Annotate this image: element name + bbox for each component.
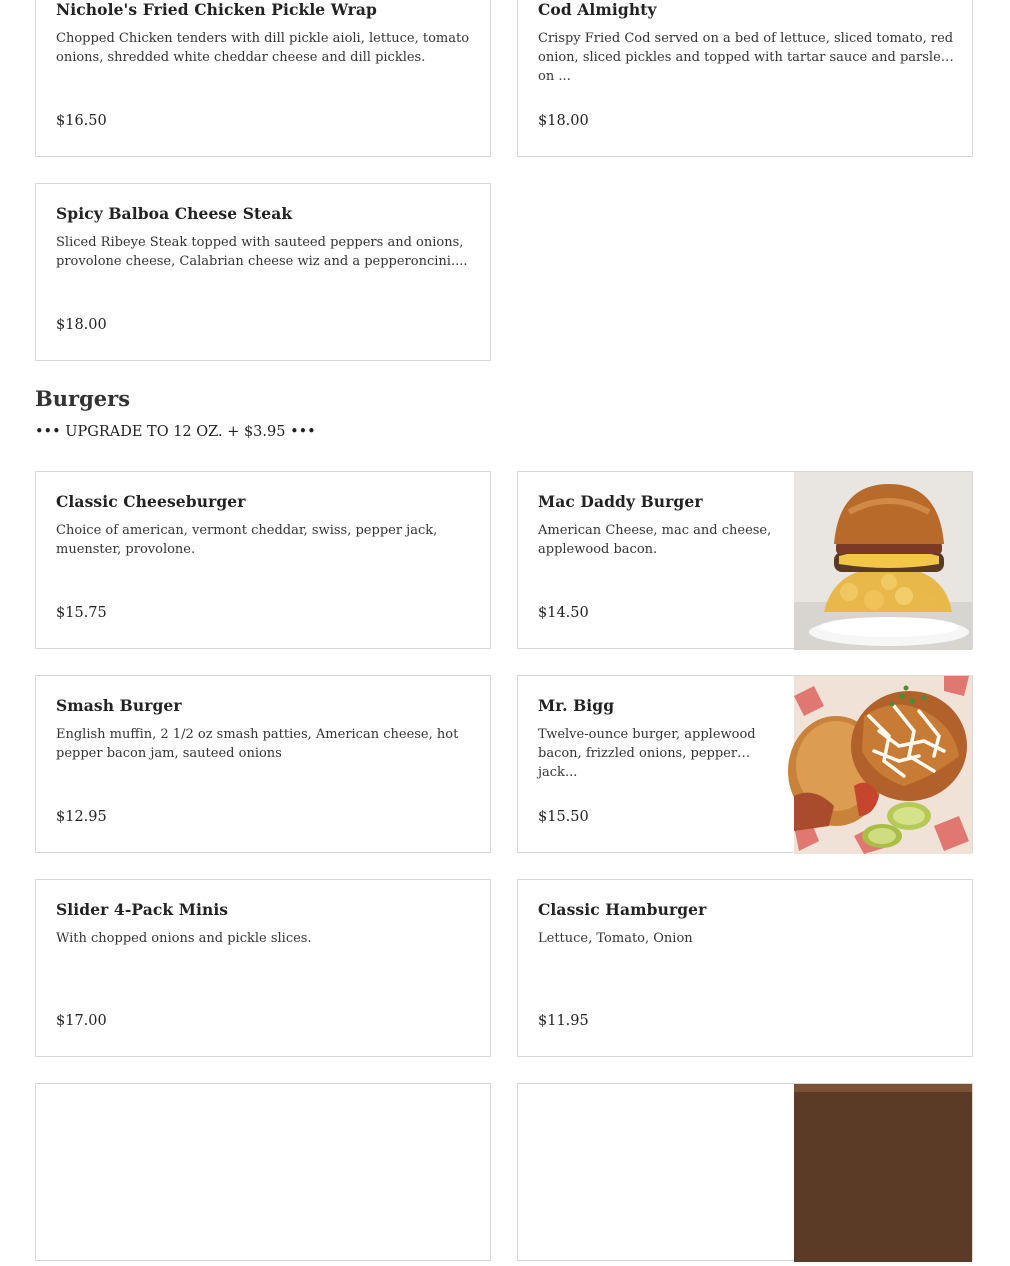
menu-item-card[interactable] bbox=[517, 675, 973, 853]
menu-item-photo[interactable] bbox=[794, 676, 972, 854]
menu-item-text bbox=[538, 900, 954, 1056]
menu-item-description: With chopped onions and pickle slices. bbox=[56, 931, 312, 946]
menu-item-price: $12.95 bbox=[56, 809, 107, 825]
menu-item-name: Slider 4-Pack Minis bbox=[56, 900, 229, 919]
section-subtitle: ••• UPGRADE TO 12 OZ. + $3.95 ••• bbox=[35, 424, 316, 440]
menu-item-card[interactable] bbox=[517, 879, 973, 1057]
menu-item-photo[interactable] bbox=[794, 472, 972, 650]
menu-item-price: $18.00 bbox=[538, 113, 589, 129]
menu-item-name: Smash Burger bbox=[56, 696, 182, 715]
menu-item-text bbox=[56, 0, 472, 156]
menu-item-price: $14.50 bbox=[538, 605, 589, 621]
menu-item-description: Twelve-ounce burger, applewood bacon, frizzled onions, pepper jack... bbox=[538, 727, 756, 780]
menu-item-text bbox=[56, 696, 472, 852]
section-title: Burgers bbox=[35, 386, 131, 411]
menu-item-card[interactable] bbox=[35, 675, 491, 853]
menu-item-price: $17.00 bbox=[56, 1013, 107, 1029]
menu-item-text bbox=[56, 204, 472, 360]
menu-item-text bbox=[538, 492, 776, 648]
menu-item-name: Mr. Bigg bbox=[538, 696, 615, 715]
menu-item-price: $11.95 bbox=[538, 1013, 589, 1029]
menu-item-text bbox=[56, 900, 472, 1056]
burger-photo bbox=[794, 1084, 972, 1262]
menu-item-name: Nichole's Fried Chicken Pickle Wrap bbox=[56, 0, 377, 19]
menu-item-price: $16.50 bbox=[56, 113, 107, 129]
menu-item-price: $15.50 bbox=[538, 809, 589, 825]
menu-item-description: Sliced Ribeye Steak topped with sauteed peppers and onions, provolone cheese, Calabrian cheese wiz and a pepperoncini.... bbox=[56, 235, 468, 269]
mac-daddy-burger-photo bbox=[794, 472, 972, 650]
menu-item-card[interactable] bbox=[517, 1083, 973, 1261]
menu-item-card[interactable] bbox=[35, 183, 491, 361]
menu-item-text bbox=[538, 0, 954, 156]
menu-item-price: $18.00 bbox=[56, 317, 107, 333]
menu-item-description: American Cheese, mac and cheese, applewood bacon. bbox=[538, 523, 772, 557]
menu-item-card[interactable] bbox=[517, 0, 973, 157]
menu-item-name: Mac Daddy Burger bbox=[538, 492, 703, 511]
menu-item-name: Cod Almighty bbox=[538, 0, 657, 19]
menu-item-name: Classic Cheeseburger bbox=[56, 492, 246, 511]
menu-item-name: Spicy Balboa Cheese Steak bbox=[56, 204, 293, 223]
menu-item-photo[interactable] bbox=[794, 1084, 972, 1262]
menu-item-card[interactable] bbox=[35, 1083, 491, 1261]
menu-item-card[interactable] bbox=[517, 471, 973, 649]
menu-item-card[interactable] bbox=[35, 879, 491, 1057]
menu-item-card[interactable] bbox=[35, 0, 491, 157]
menu-item-text bbox=[538, 696, 776, 852]
menu-item-card[interactable] bbox=[35, 471, 491, 649]
menu-item-price: $15.75 bbox=[56, 605, 107, 621]
mr-bigg-burger-photo bbox=[794, 676, 972, 854]
menu-item-name: Classic Hamburger bbox=[538, 900, 707, 919]
menu-item-description: Crispy Fried Cod served on a bed of lettuce, sliced tomato, red onion, sliced pickles and topped with tartar sauce and parsley on ... bbox=[538, 31, 954, 84]
menu-item-description: English muffin, 2 1/2 oz smash patties, American cheese, hot pepper bacon jam, sauteed onions bbox=[56, 727, 459, 761]
menu-item-description: Choice of american, vermont cheddar, swiss, pepper jack, muenster, provolone. bbox=[56, 523, 438, 557]
menu-item-description: Lettuce, Tomato, Onion bbox=[538, 931, 693, 946]
menu-item-text bbox=[56, 492, 472, 648]
menu-item-description: Chopped Chicken tenders with dill pickle aioli, lettuce, tomato onions, shredded white cheddar cheese and dill pickles. bbox=[56, 31, 470, 65]
